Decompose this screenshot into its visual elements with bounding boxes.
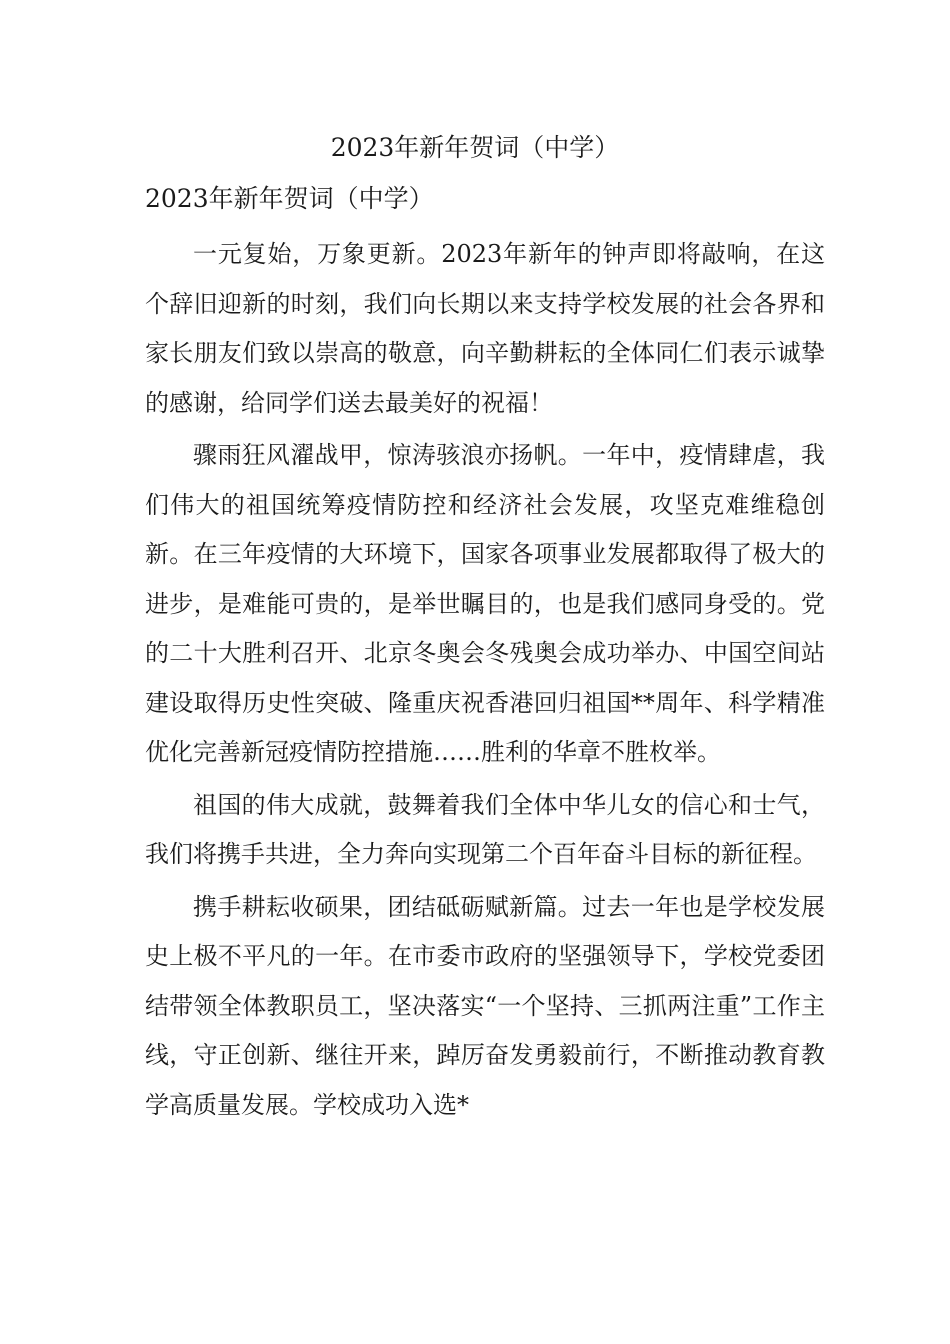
document-subtitle: 2023年新年贺词（中学） [145, 184, 434, 213]
document-body [145, 230, 825, 1130]
paragraph-encouragement: 祖国的伟大成就，鼓舞着我们全体中华儿女的信心和士气，我们将携手共进，全力奔向实现第二个百年奋斗目标的新征程。 [145, 790, 825, 868]
paragraph-greeting: 一元复始，万象更新。2023年新年的钟声即将敲响，在这个辞旧迎新的时刻，我们向长期以来支持学校发展的社会各界和家长朋友们致以崇高的敬意，向辛勤耕耘的全体同仁们表示诚挚的感谢，给同学们送去最美好的祝福！ [145, 240, 825, 417]
document-title: 2023年新年贺词（中学） [330, 133, 620, 162]
paragraph-school-progress: 携手耕耘收硕果，团结砥砺赋新篇。过去一年也是学校发展史上极不平凡的一年。在市委市政府的坚强领导下，学校党委团结带领全体教职员工，坚决落实“一个坚持、三抓两注重”工作主线，守正创新、继往开来，踔厉奋发勇毅前行，不断推动教育教学高质量发展。学校成功入选* [145, 892, 825, 1119]
paragraph-national-achievements: 骤雨狂风濯战甲，惊涛骇浪亦扬帆。一年中，疫情肆虐，我们伟大的祖国统筹疫情防控和经济社会发展，攻坚克难维稳创新。在三年疫情的大环境下，国家各项事业发展都取得了极大的进步，是难能可贵的，是举世瞩目的，也是我们感同身受的。党的二十大胜利召开、北京冬奥会冬残奥会成功举办、中国空间站建设取得历史性突破、隆重庆祝香港回归祖国**周年、科学精准优化完善新冠疫情防控措施……胜利的华章不胜枚举。 [145, 441, 825, 766]
